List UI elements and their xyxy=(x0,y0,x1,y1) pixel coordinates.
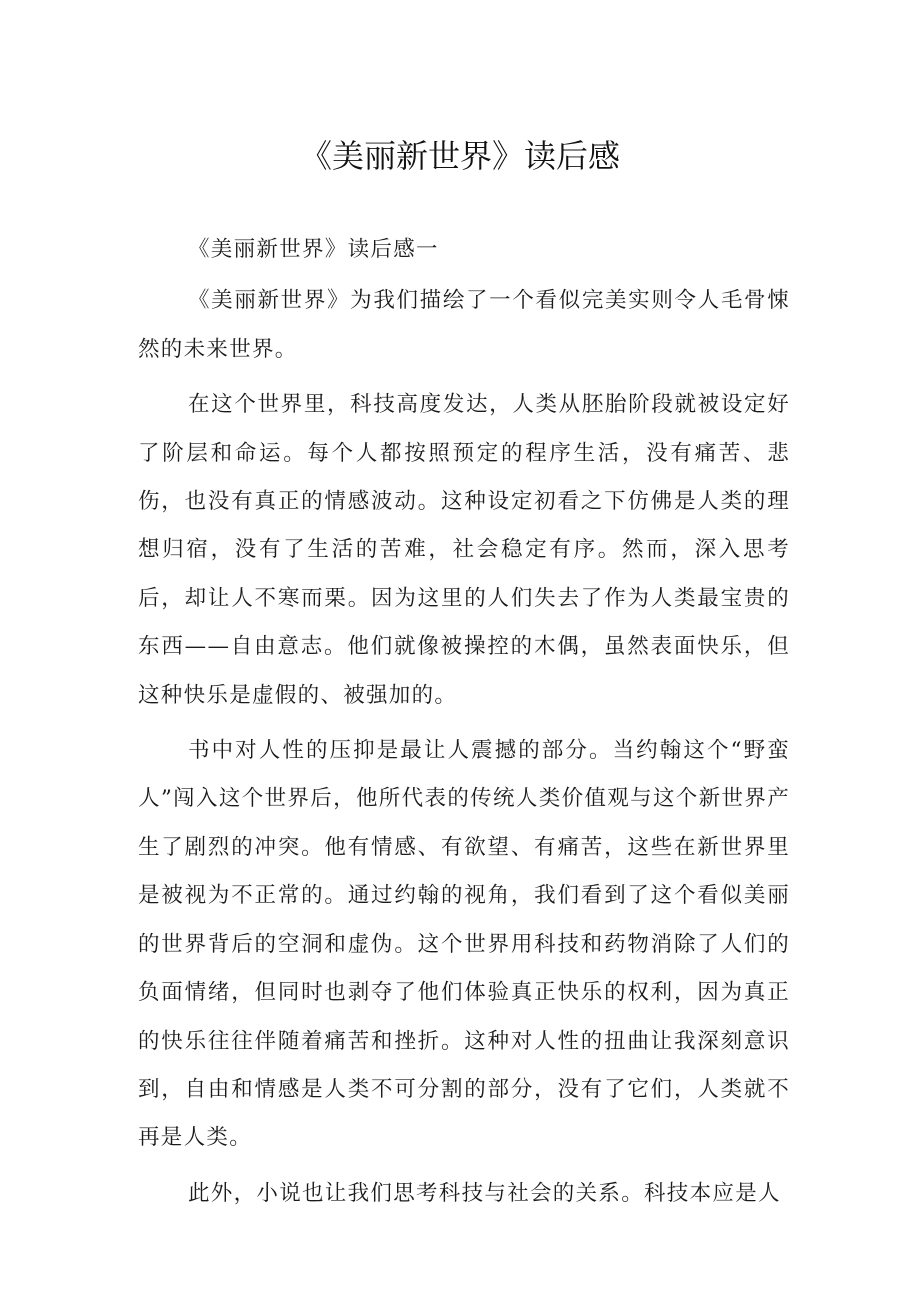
section-subheading: 《美丽新世界》读后感一 xyxy=(188,237,439,262)
paragraph-1: 《美丽新世界》为我们描绘了一个看似完美实则令人毛骨悚然的未来世界。 xyxy=(138,288,790,362)
document-body xyxy=(138,226,790,1225)
paragraph-3: 书中对人性的压抑是最让人震撼的部分。当约翰这个“野蛮人”闯入这个世界后，他所代表的传统人类价值观与这个新世界产生了剧烈的冲突。他有情感、有欲望、有痛苦，这些在新世界里是被视为不正常的。通过约翰的视角，我们看到了这个看似美丽的世界背后的空洞和虚伪。这个世界用科技和药物消除了人们的负面情绪，但同时也剥夺了他们体验真正快乐的权利，因为真正的快乐往往伴随着痛苦和挫折。这种对人性的扭曲让我深刻意识到，自由和情感是人类不可分割的部分，没有了它们，人类就不再是人类。 xyxy=(138,738,790,1151)
document-title: 《美丽新世界》读后感 xyxy=(299,137,620,175)
paragraph-4: 此外，小说也让我们思考科技与社会的关系。科技本应是人 xyxy=(188,1180,781,1206)
paragraph-2: 在这个世界里，科技高度发达，人类从胚胎阶段就被设定好了阶层和命运。每个人都按照预定的程序生活，没有痛苦、悲伤，也没有真正的情感波动。这种设定初看之下仿佛是人类的理想归宿，没有了生活的苦难，社会稳定有序。然而，深入思考后，却让人不寒而栗。因为这里的人们失去了作为人类最宝贵的东西——自由意志。他们就像被操控的木偶，虽然表面快乐，但这种快乐是虚假的、被强加的。 xyxy=(138,392,790,708)
